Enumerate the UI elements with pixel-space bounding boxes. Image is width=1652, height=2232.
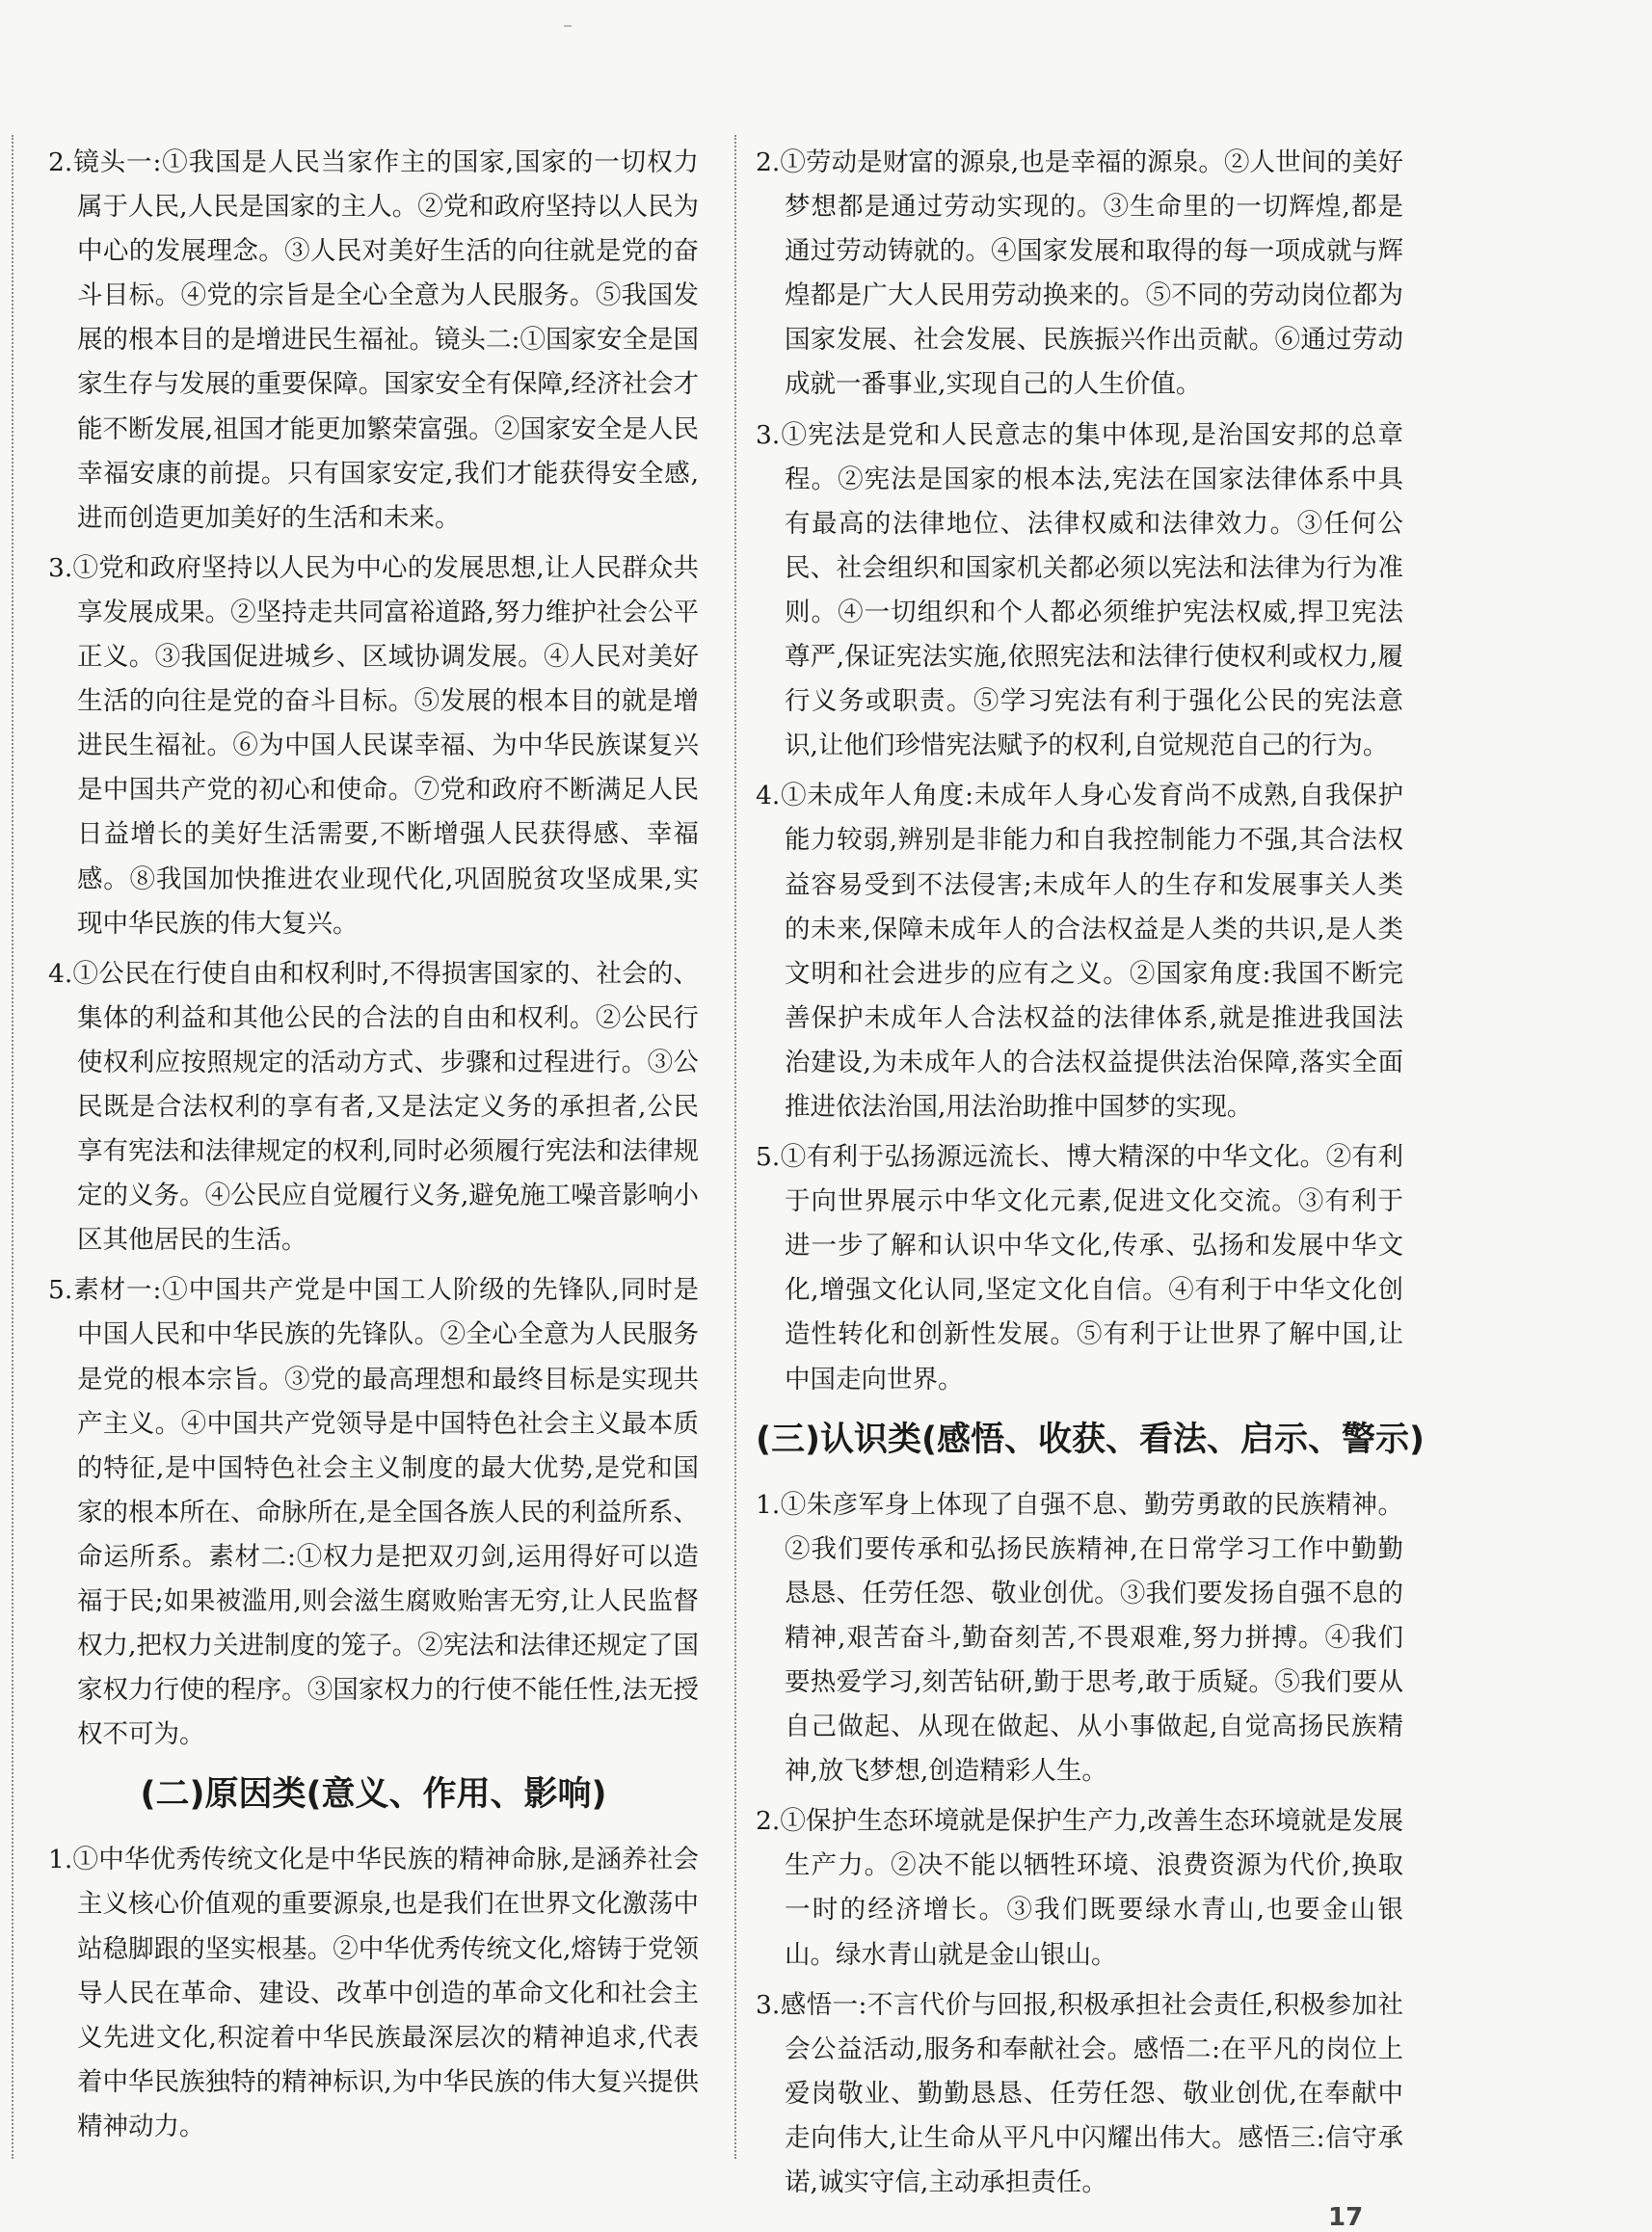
answer-item-l3: 3.①党和政府坚持以人民为中心的发展思想,让人民群众共享发展成果。②坚持走共同富裕道路,努力维护社会公平正义。③我国促进城乡、区域协调发展。④人民对美好生活的向往是党的奋斗目标。⑤发展的根本目的就是增进民生福祉。⑥为中国人民谋幸福、为中华民族谋复兴是中国共产党的初心和使命。⑦党和政府不断满足人民日益增长的美好生活需要,不断增强人民获得感、幸福感。⑧我国加快推进农业现代化,巩固脱贫攻坚成果,实现中华民族的伟大复兴。: [48, 552, 699, 939]
scan-mark: [564, 25, 572, 27]
answer-item-l5: 5.素材一:①中国共产党是中国工人阶级的先锋队,同时是中国人民和中华民族的先锋队。②全心全意为人民服务是党的根本宗旨。③党的最高理想和最终目标是实现共产主义。④中国共产党领导是中国特色社会主义最本质的特征,是中国特色社会主义制度的最大优势,是党和国家的根本所在、命脉所在,是全国各族人民的利益所系、命运所系。素材二:①权力是把双刃剑,运用得好可以造福于民;如果被滥用,则会滋生腐败贻害无穷,让人民监督权力,把权力关进制度的笼子。②宪法和法律还规定了国家权力行使的程序。③国家权力的行使不能任性,法无授权不可为。: [48, 1275, 699, 1750]
answer-item-l4: 4.①公民在行使自由和权利时,不得损害国家的、社会的、集体的利益和其他公民的合法的自由和权利。②公民行使权利应按照规定的活动方式、步骤和过程进行。③公民既是合法权利的享有者,又是法定义务的承担者,公民享有宪法和法律规定的权利,同时必须履行宪法和法律规定的义务。④公民应自觉履行义务,避免施工噪音影响小区其他居民的生活。: [48, 958, 699, 1256]
answer-item-r2: 2.①劳动是财富的源泉,也是幸福的源泉。②人世间的美好梦想都是通过劳动实现的。③生命里的一切辉煌,都是通过劳动铸就的。④国家发展和取得的每一项成就与辉煌都是广大人民用劳动换来的。⑤不同的劳动岗位都为国家发展、社会发展、民族振兴作出贡献。⑥通过劳动成就一番事业,实现自己的人生价值。: [756, 147, 1403, 400]
answer-item-understanding-3: 3.感悟一:不言代价与回报,积极承担社会责任,积极参加社会公益活动,服务和奉献社会。感悟二:在平凡的岗位上爱岗敬业、勤勤恳恳、任劳任怨、敬业创优,在奉献中走向伟大,让生命从平凡中闪耀出伟大。感悟三:信守承诺,诚实守信,主动承担责任。: [756, 1989, 1403, 2198]
answer-item-r3: 3.①宪法是党和人民意志的集中体现,是治国安邦的总章程。②宪法是国家的根本法,宪法在国家法律体系中具有最高的法律地位、法律权威和法律效力。③任何公民、社会组织和国家机关都必须以宪法和法律为行为准则。④一切组织和个人都必须维护宪法权威,捍卫宪法尊严,保证宪法实施,依照宪法和法律行使权利或权力,履行义务或职责。⑤学习宪法有利于强化公民的宪法意识,让他们珍惜宪法赋予的权利,自觉规范自己的行为。: [756, 419, 1403, 761]
answer-item-r4: 4.①未成年人角度:未成年人身心发育尚不成熟,自我保护能力较弱,辨别是非能力和自我控制能力不强,其合法权益容易受到不法侵害;未成年人的生存和发展事关人类的未来,保障未成年人的合法权益是人类的共识,是人类文明和社会进步的应有之义。②国家角度:我国不断完善保护未成年人合法权益的法律体系,就是推进我国法治建设,为未成年人的合法权益提供法治保障,落实全面推进依法治国,用法治助推中国梦的实现。: [756, 781, 1403, 1122]
answer-item-reasons-1: 1.①中华优秀传统文化是中华民族的精神命脉,是涵养社会主义核心价值观的重要源泉,也是我们在世界文化激荡中站稳脚跟的坚实根基。②中华优秀传统文化,熔铸于党领导人民在革命、建设、改革中创造的革命文化和社会主义先进文化,积淀着中华民族最深层次的精神追求,代表着中华民族独特的精神标识,为中华民族的伟大复兴提供精神动力。: [48, 1845, 699, 2141]
page-number: 17: [1328, 2203, 1364, 2232]
center-dotted-rule: [734, 135, 736, 2159]
section-heading-understanding: (三)认识类(感悟、收获、看法、启示、警示): [756, 1420, 1425, 1459]
answer-item-understanding-1: 1.①朱彦军身上体现了自强不息、勤劳勇敢的民族精神。②我们要传承和弘扬民族精神,在日常学习工作中勤勤恳恳、任劳任怨、敬业创优。③我们要发扬自强不息的精神,艰苦奋斗,勤奋刻苦,不畏艰难,努力拼搏。④我们要热爱学习,刻苦钻研,勤于思考,敢于质疑。⑤我们要从自己做起、从现在做起、从小事做起,自觉高扬民族精神,放飞梦想,创造精彩人生。: [756, 1489, 1403, 1787]
right-column: [756, 141, 1425, 2211]
left-dotted-rule: [12, 135, 13, 2159]
left-column: [48, 141, 699, 2155]
answer-item-understanding-2: 2.①保护生态环境就是保护生产力,改善生态环境就是发展生产力。②决不能以牺牲环境、浪费资源为代价,换取一时的经济增长。③我们既要绿水青山,也要金山银山。绿水青山就是金山银山。: [756, 1806, 1403, 1970]
answer-item-r5: 5.①有利于弘扬源远流长、博大精深的中华文化。②有利于向世界展示中华文化元素,促进文化交流。③有利于进一步了解和认识中华文化,传承、弘扬和发展中华文化,增强文化认同,坚定文化自信。④有利于中华文化创造性转化和创新性发展。⑤有利于让世界了解中国,让中国走向世界。: [756, 1142, 1403, 1395]
section-heading-reasons: (二)原因类(意义、作用、影响): [140, 1775, 607, 1815]
answer-item-l2: 2.镜头一:①我国是人民当家作主的国家,国家的一切权力属于人民,人民是国家的主人。②党和政府坚持以人民为中心的发展理念。③人民对美好生活的向往就是党的奋斗目标。④党的宗旨是全心全意为人民服务。⑤我国发展的根本目的是增进民生福祉。镜头二:①国家安全是国家生存与发展的重要保障。国家安全有保障,经济社会才能不断发展,祖国才能更加繁荣富强。②国家安全是人民幸福安康的前提。只有国家安定,我们才能获得安全感,进而创造更加美好的生活和未来。: [48, 147, 699, 533]
